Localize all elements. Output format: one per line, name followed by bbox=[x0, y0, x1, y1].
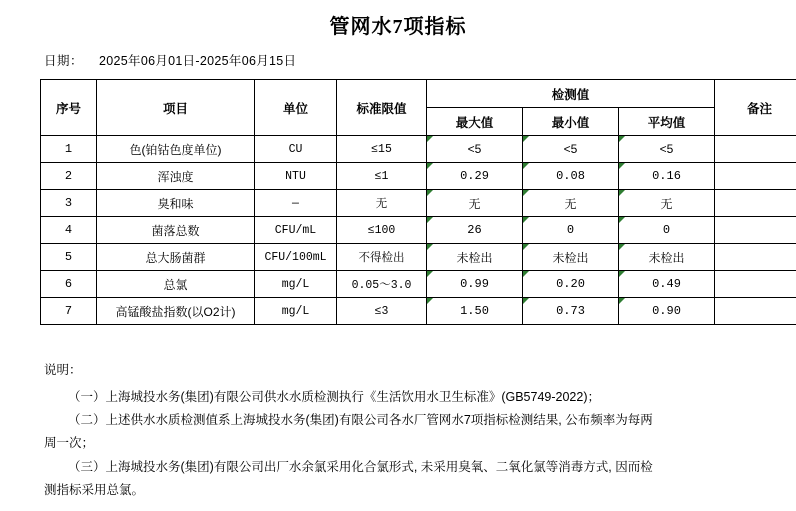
cell-unit: CFU/mL bbox=[255, 217, 337, 244]
cell-note bbox=[715, 217, 796, 244]
cell-min: 0.73 bbox=[523, 298, 619, 325]
note-item: （二）上述供水水质检测值系上海城投水务(集团)有限公司各水厂管网水7项指标检测结果, 公布频率为每两 bbox=[44, 409, 756, 432]
cell-min: 0 bbox=[523, 217, 619, 244]
cell-min: 0.08 bbox=[523, 163, 619, 190]
note-item: （三）上海城投水务(集团)有限公司出厂水余氯采用化合氯形式, 未采用臭氧、二氧化氯等消毒方式, 因而检 bbox=[44, 456, 756, 479]
cell-max: 未检出 bbox=[427, 244, 523, 271]
cell-max: <5 bbox=[427, 136, 523, 163]
cell-note bbox=[715, 244, 796, 271]
table-row bbox=[41, 244, 796, 271]
document-page bbox=[0, 10, 796, 511]
note-item: 测指标采用总氯。 bbox=[44, 479, 756, 502]
table-row bbox=[41, 163, 796, 190]
cell-standard: 无 bbox=[337, 190, 427, 217]
th-unit: 单位 bbox=[255, 80, 337, 136]
table-row bbox=[41, 217, 796, 244]
cell-item: 色(铂钴色度单位) bbox=[97, 136, 255, 163]
cell-standard: ≤1 bbox=[337, 163, 427, 190]
cell-standard: ≤100 bbox=[337, 217, 427, 244]
cell-note bbox=[715, 190, 796, 217]
th-avg: 平均值 bbox=[619, 108, 715, 136]
cell-no: 6 bbox=[41, 271, 97, 298]
cell-item: 总大肠菌群 bbox=[97, 244, 255, 271]
cell-item: 菌落总数 bbox=[97, 217, 255, 244]
table-row bbox=[41, 136, 796, 163]
cell-no: 7 bbox=[41, 298, 97, 325]
note-item: （一）上海城投水务(集团)有限公司供水水质检测执行《生活饮用水卫生标准》(GB5749-2022)； bbox=[44, 386, 756, 409]
cell-min: 0.20 bbox=[523, 271, 619, 298]
table-row bbox=[41, 190, 796, 217]
cell-standard: 0.05～3.0 bbox=[337, 271, 427, 298]
cell-avg: 无 bbox=[619, 190, 715, 217]
cell-max: 无 bbox=[427, 190, 523, 217]
cell-note bbox=[715, 163, 796, 190]
cell-unit: mg/L bbox=[255, 298, 337, 325]
cell-avg: 未检出 bbox=[619, 244, 715, 271]
th-detection-group: 检测值 bbox=[427, 80, 715, 108]
date-value: 2025年06月01日-2025年06月15日 bbox=[99, 51, 296, 69]
cell-no: 5 bbox=[41, 244, 97, 271]
cell-no: 1 bbox=[41, 136, 97, 163]
cell-avg: 0.90 bbox=[619, 298, 715, 325]
cell-standard: ≤3 bbox=[337, 298, 427, 325]
cell-note bbox=[715, 298, 796, 325]
cell-min: <5 bbox=[523, 136, 619, 163]
page-title: 管网水7项指标 bbox=[40, 10, 756, 39]
th-note: 备注 bbox=[715, 80, 796, 136]
cell-unit: NTU bbox=[255, 163, 337, 190]
date-label: 日期： bbox=[44, 51, 83, 69]
cell-no: 2 bbox=[41, 163, 97, 190]
cell-item: 浑浊度 bbox=[97, 163, 255, 190]
cell-max: 0.99 bbox=[427, 271, 523, 298]
th-max: 最大值 bbox=[427, 108, 523, 136]
note-item: 周一次； bbox=[44, 432, 756, 455]
cell-max: 1.50 bbox=[427, 298, 523, 325]
th-item: 项目 bbox=[97, 80, 255, 136]
cell-no: 4 bbox=[41, 217, 97, 244]
notes-title: 说明： bbox=[44, 359, 756, 382]
cell-no: 3 bbox=[41, 190, 97, 217]
cell-avg: 0 bbox=[619, 217, 715, 244]
table-header-row-1 bbox=[41, 80, 796, 108]
th-standard: 标准限值 bbox=[337, 80, 427, 136]
table-row bbox=[41, 298, 796, 325]
cell-min: 未检出 bbox=[523, 244, 619, 271]
cell-unit: mg/L bbox=[255, 271, 337, 298]
cell-max: 26 bbox=[427, 217, 523, 244]
cell-standard: 不得检出 bbox=[337, 244, 427, 271]
cell-unit: CU bbox=[255, 136, 337, 163]
cell-max: 0.29 bbox=[427, 163, 523, 190]
water-quality-table bbox=[40, 79, 796, 325]
notes-section bbox=[44, 359, 756, 502]
cell-item: 高锰酸盐指数(以O2计) bbox=[97, 298, 255, 325]
cell-unit: — bbox=[255, 190, 337, 217]
cell-note bbox=[715, 136, 796, 163]
table-header bbox=[41, 80, 796, 136]
cell-avg: <5 bbox=[619, 136, 715, 163]
cell-item: 总氯 bbox=[97, 271, 255, 298]
th-no: 序号 bbox=[41, 80, 97, 136]
table-row bbox=[41, 271, 796, 298]
cell-note bbox=[715, 271, 796, 298]
table-body bbox=[41, 136, 796, 325]
cell-min: 无 bbox=[523, 190, 619, 217]
cell-item: 臭和味 bbox=[97, 190, 255, 217]
cell-avg: 0.16 bbox=[619, 163, 715, 190]
cell-unit: CFU/100mL bbox=[255, 244, 337, 271]
cell-standard: ≤15 bbox=[337, 136, 427, 163]
cell-avg: 0.49 bbox=[619, 271, 715, 298]
date-row bbox=[44, 51, 756, 69]
th-min: 最小值 bbox=[523, 108, 619, 136]
